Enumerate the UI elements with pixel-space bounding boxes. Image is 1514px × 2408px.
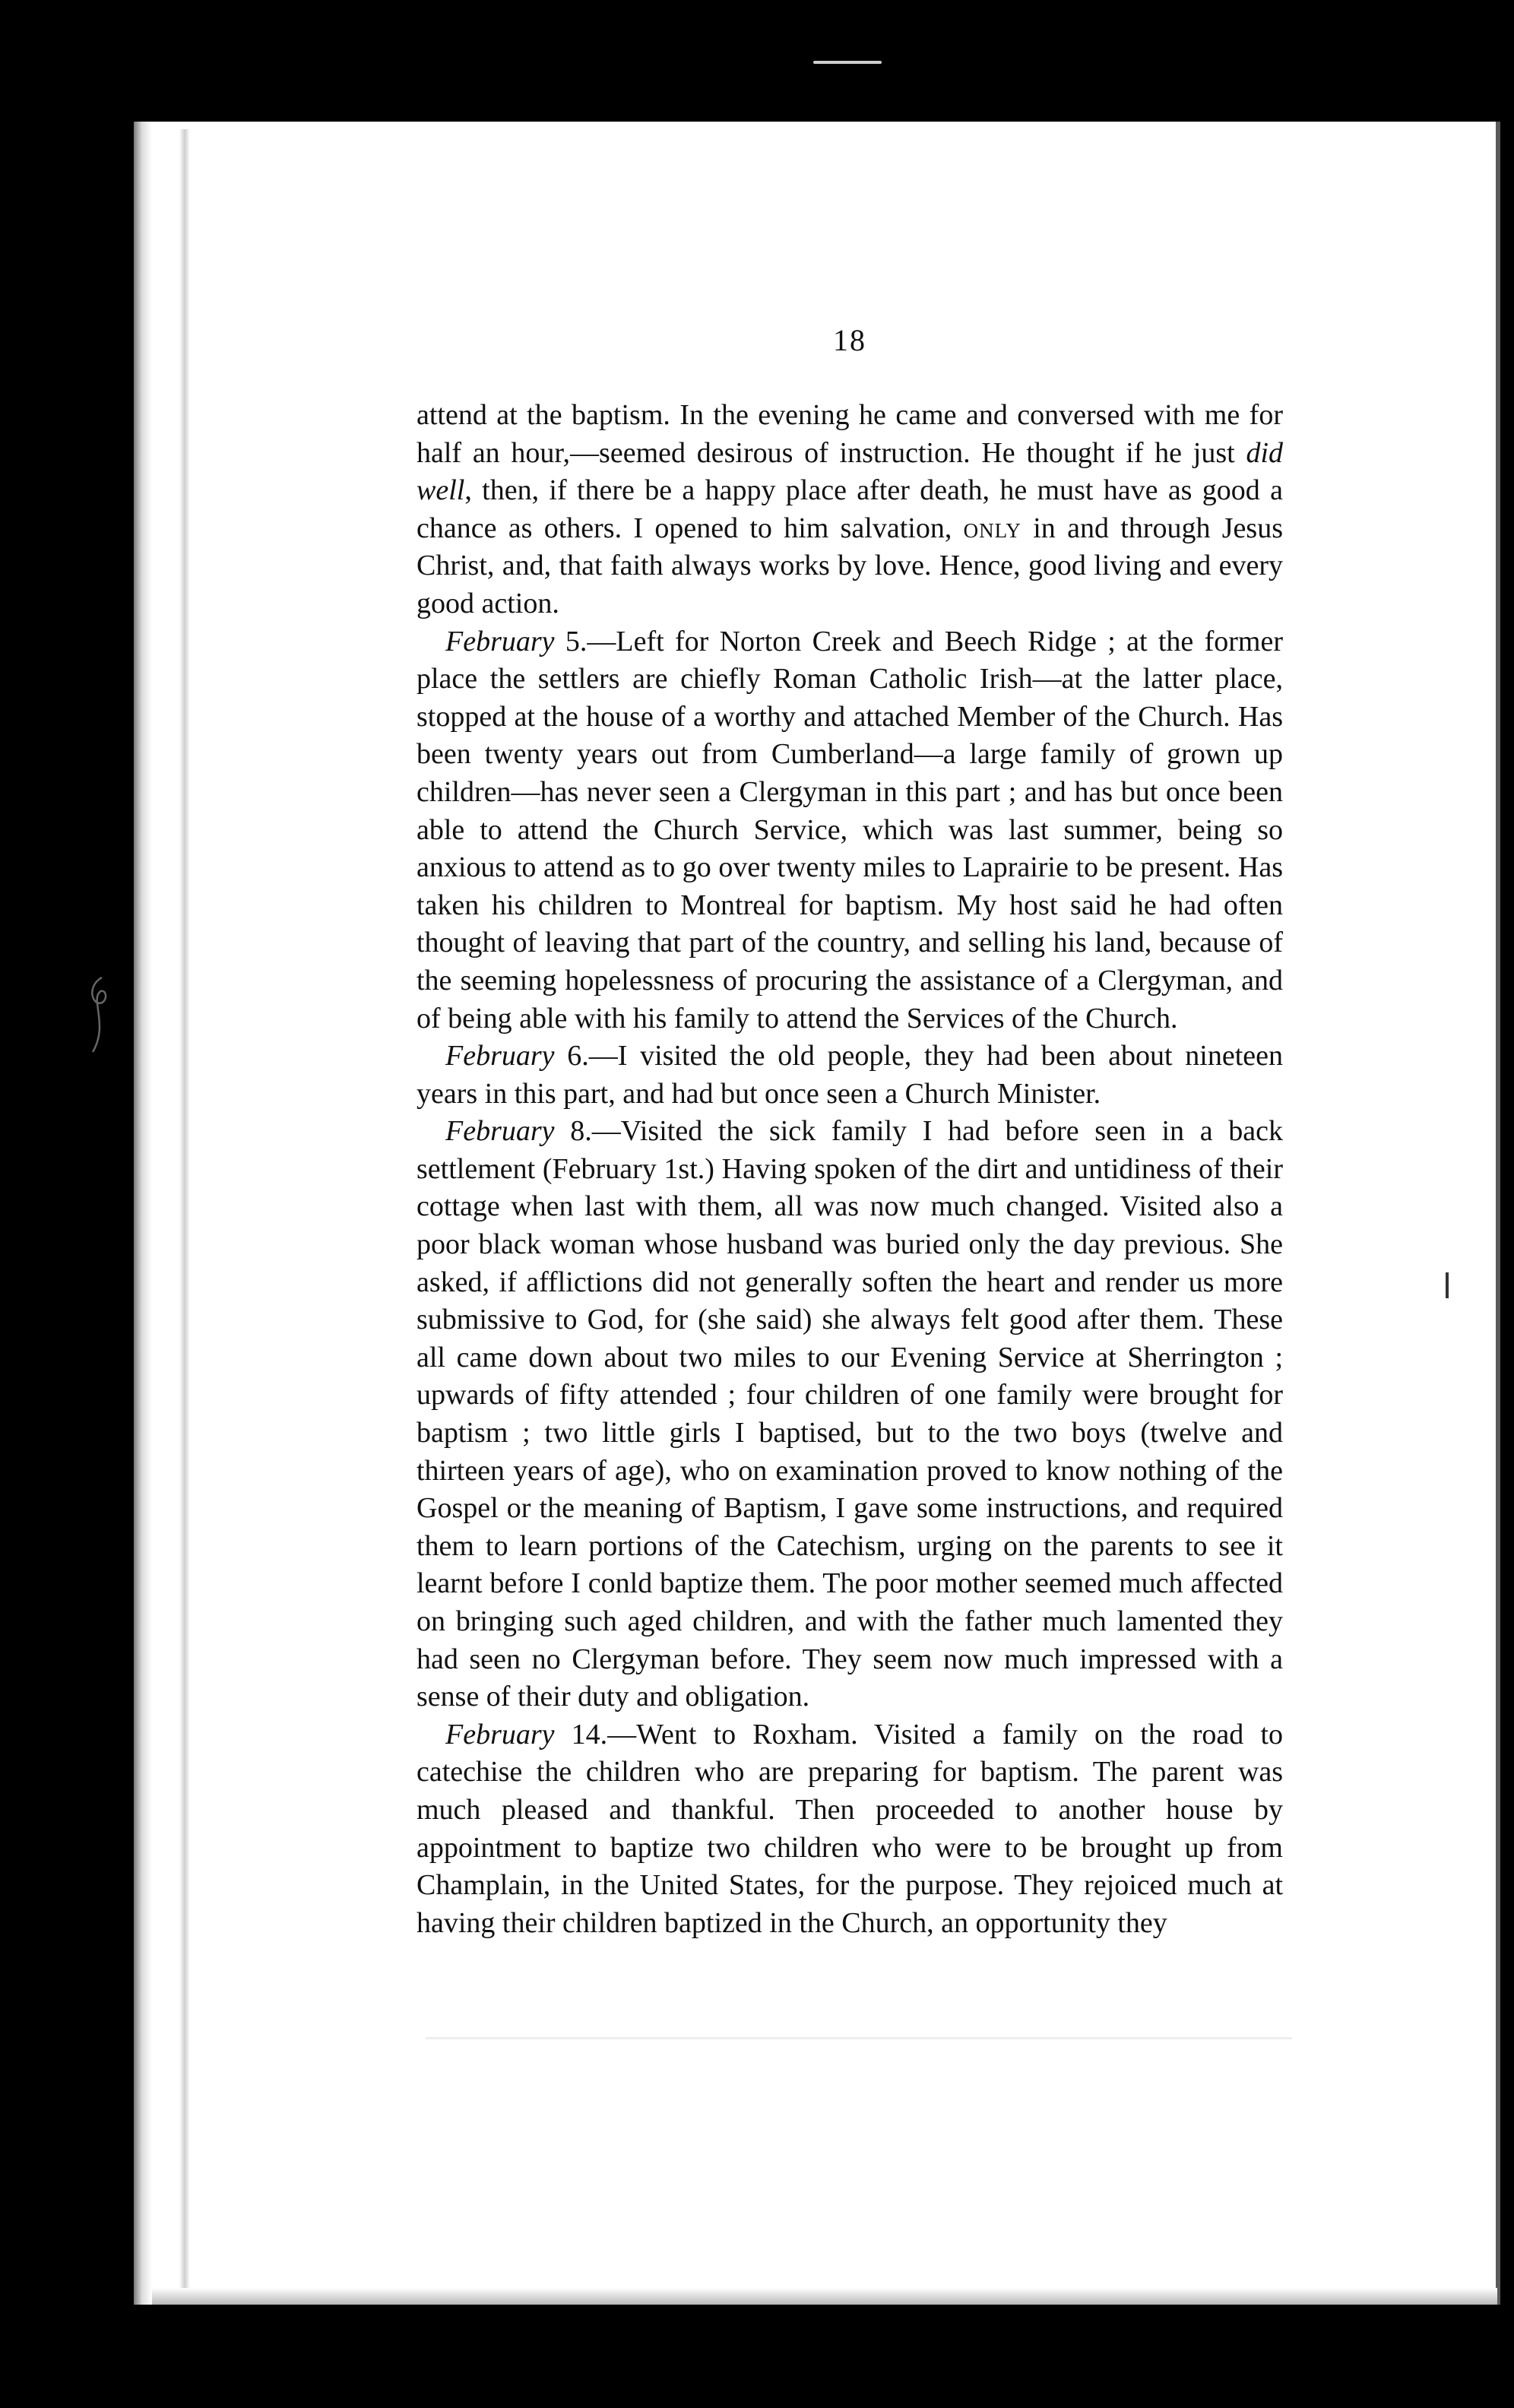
entry-date: February	[445, 625, 555, 657]
page-number: 18	[833, 323, 866, 357]
entry-text: 14.—Went to Roxham. Visited a family on the road to catechise the children who are preparing for baptism. The parent was much pleased and thankful. Then proceeded to another house by appointment to baptize two children who were to be brought up from Champlain, in the United States, for the purpose. They rejoiced much at having their children baptized in the Church, an opportunity they	[417, 1718, 1283, 1939]
bleed-through-line	[426, 2037, 1292, 2039]
margin-mark	[1446, 1272, 1449, 1298]
paragraph-text: , then, if there be a happy place after death, he must have as good a chance as others. I opened to him salvation,	[417, 474, 1283, 544]
page-body	[417, 318, 1283, 1942]
entry-text: 5.—Left for Norton Creek and Beech Ridge ; at the former place the settlers are chiefly Roman Catholic Irish—at the latter place, stopped at the house of a worthy and attached Member of the Church. Has been twenty years out from Cumberland—a large family of grown up children—has never seen a Clergyman in this part ; and has but once been able to attend the Church Service, which was last summer, being so anxious to attend as to go over twenty miles to Laprairie to be present. Has taken his children to Montreal for baptism. My host said he had often thought of leaving that part of the country, and selling his land, because of the seeming hopelessness of procuring the assistance of a Clergyman, and of being able with his family to attend the Services of the Church.	[417, 625, 1283, 1034]
entry-text: 6.—I visited the old people, they had been about nineteen years in this part, and had but once seen a Church Minister.	[417, 1040, 1283, 1110]
scan-frame-mark	[813, 61, 882, 64]
paragraph-text: attend at the baptism. In the evening he came and conversed with me for half an hour,—seemed desirous of instruction. He thought if he just	[417, 399, 1283, 469]
entry-date: February	[445, 1040, 555, 1073]
page-binding-shadow	[179, 129, 190, 2296]
margin-pencil-mark	[85, 973, 116, 1057]
page-bottom-edge	[152, 2288, 1497, 2305]
journal-entry	[417, 1038, 1283, 1113]
italic-phrase: did well	[417, 436, 1283, 507]
journal-entry	[417, 623, 1283, 1038]
entry-text: 8.—Visited the sick family I had before seen in a back settlement (February 1st.) Having spoken of the dirt and untidiness of their cottage when last with them, all was now much changed. Visited also a poor black woman whose husband was buried only the day previous. She asked, if afflictions did not generally soften the heart and render us more submissive to God, for (she said) she always felt good after them. These all came down about two miles to our Evening Service at Sherrington ; upwards of fifty attended ; four children of one family were brought for baptism ; two little girls I baptised, but to the two boys (twelve and thirteen years of age), who on examination proved to know nothing of the Gospel or the meaning of Baptism, I gave some instructions, and required them to learn portions of the Catechism, urging on the parents to see it learnt before I conld baptize them. The poor mother seemed much affected on bringing such aged children, and with the father much lamented they had seen no Clergyman before. They seem now much impressed with a sense of their duty and obligation.	[417, 1115, 1283, 1713]
page-gutter-edge	[134, 122, 152, 2305]
entry-date: February	[445, 1718, 555, 1751]
journal-entry	[417, 1113, 1283, 1716]
paragraph-text: in and through Jesus Christ, and, that faith always works by love. Hence, good living and every good action.	[417, 512, 1283, 619]
small-caps-word: only	[963, 512, 1021, 544]
entry-date: February	[445, 1115, 555, 1148]
paragraph-continuation	[417, 397, 1283, 623]
page-right-edge	[1496, 122, 1500, 2305]
journal-entry	[417, 1716, 1283, 1943]
